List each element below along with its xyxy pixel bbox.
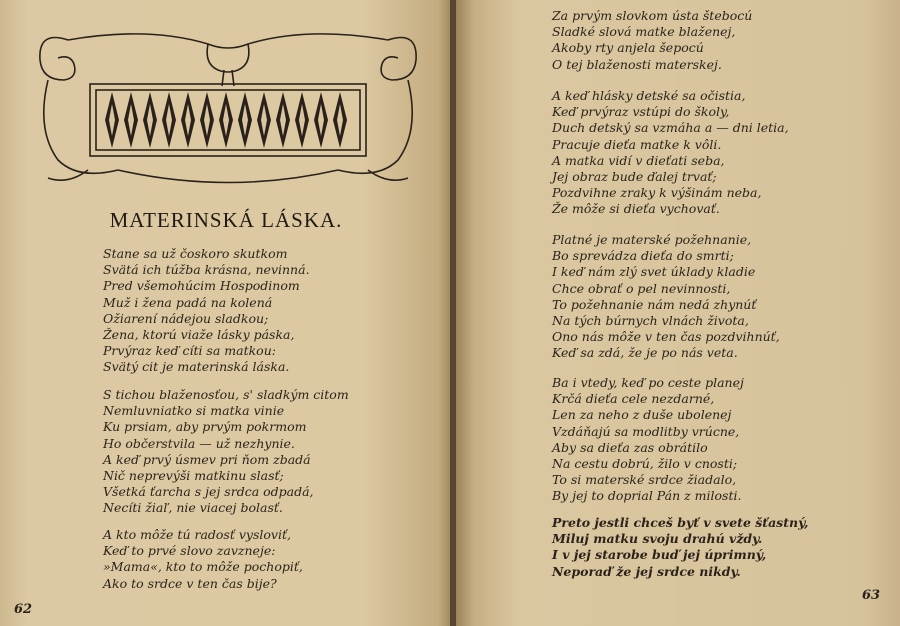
poem-line: Svätý cit je materinská láska.	[103, 359, 290, 375]
poem-line: Na tých búrnych vlnách života,	[552, 313, 749, 329]
poem-line: Aby sa dieťa zas obrátilo	[552, 439, 708, 455]
poem-line: A keď prvý úsmev pri ňom zbadá	[103, 451, 311, 467]
poem-line: Stane sa už čoskoro skutkom	[103, 246, 288, 261]
poem-line: To si materské srdce žiadalo,	[552, 472, 737, 488]
poem-line: Jej obraz bude ďalej trvať;	[552, 169, 717, 185]
poem-line: Na cestu dobrú, žilo v cnosti;	[552, 456, 738, 472]
poem-line: Keď sa zdá, že je po nás veta.	[552, 345, 738, 361]
poem-line: Chce obrať o pel nevinnosti,	[552, 280, 731, 296]
poem-line: Ožiarení nádejou sladkou;	[103, 310, 269, 326]
poem-line: Že môže si dieťa vychovať.	[552, 201, 720, 217]
poem-line: Všetká ťarcha s jej srdca odpadá,	[103, 484, 314, 500]
poem-line: Prvýraz keď cíti sa matkou:	[103, 343, 276, 359]
poem-stanza	[552, 88, 789, 218]
poem-line: Ako to srdce v ten čas bije?	[103, 575, 277, 591]
poem-line: Platné je materské požehnanie,	[552, 232, 752, 247]
poem-line: Žena, ktorú viaže lásky páska,	[103, 327, 295, 343]
poem-stanza	[103, 527, 303, 592]
poem-line: I v jej starobe buď jej úprimný,	[552, 547, 767, 563]
poem-line: Svätá ich túžba krásna, nevinná.	[103, 262, 310, 278]
poem-line: Bo sprevádza dieťa do smrti;	[552, 248, 734, 264]
page-number: 62	[14, 602, 33, 617]
poem-line: Neporaď že jej srdce nikdy.	[552, 563, 741, 579]
poem-stanza	[552, 515, 809, 580]
decorative-header-ornament	[28, 20, 428, 185]
poem-line: Vzdáňajú sa modlitby vrúcne,	[552, 423, 740, 439]
poem-line: Ba i vtedy, keď po ceste planej	[552, 375, 744, 390]
poem-line: Akoby rty anjela šepocú	[552, 40, 704, 56]
poem-line: Keď prvýraz vstúpi do školy,	[552, 104, 730, 120]
poem-line: By jej to doprial Pán z milosti.	[552, 488, 742, 504]
poem-line: A kto môže tú radosť vysloviť,	[103, 527, 291, 542]
poem-line: Za prvým slovkom ústa štebocú	[552, 8, 753, 23]
poem-line: »Mama«, kto to môže pochopiť,	[103, 559, 303, 575]
poem-line: I keď nám zlý svet úklady kladie	[552, 264, 756, 280]
poem-line: Ono nás môže v ten čas pozdvihnúť,	[552, 329, 780, 345]
poem-stanza	[552, 375, 744, 505]
poem-stanza	[103, 387, 349, 517]
poem-line: Nemluvniatko si matka vinie	[103, 403, 285, 419]
poem-line: Pracuje dieťa matke k vôli.	[552, 136, 722, 152]
poem-line: Pozdvihne zraky k výšinám neba,	[552, 185, 762, 201]
right-page	[456, 0, 900, 626]
poem-line: Sladké slová matke blaženej,	[552, 24, 736, 40]
poem-line: Preto jestli chceš byť v svete šťastný,	[552, 515, 809, 530]
poem-line: Muž i žena padá na kolená	[103, 294, 273, 310]
poem-line: A matka vidí v dieťati seba,	[552, 152, 725, 168]
poem-line: Len za neho z duše ubolenej	[552, 407, 732, 423]
poem-line: Keď to prvé slovo zavzneje:	[103, 543, 276, 559]
poem-line: Ku prsiam, aby prvým pokrmom	[103, 419, 307, 435]
poem-line: O tej blaženosti materskej.	[552, 56, 722, 72]
poem-stanza	[552, 232, 780, 362]
poem-line: Necíti žiaľ, nie viacej bolasť.	[103, 500, 283, 516]
poem-line: Pred všemohúcim Hospodinom	[103, 278, 300, 294]
page-number: 63	[862, 588, 881, 603]
poem-stanza	[103, 246, 310, 376]
poem-title: MATERINSKÁ LÁSKA.	[109, 208, 343, 232]
poem-line: Nič neprevýši matkinu slasť;	[103, 468, 284, 484]
poem-line: Miluj matku svoju drahú vždy.	[552, 531, 763, 547]
poem-line: Duch detský sa vzmáha a — dni letia,	[552, 120, 789, 136]
poem-line: A keď hlásky detské sa očistia,	[552, 88, 746, 103]
poem-line: S tichou blaženosťou, s' sladkým citom	[103, 387, 349, 402]
poem-line: Krčá dieťa cele nezdarné,	[552, 391, 715, 407]
poem-line: Ho občerstvila — už nezhynie.	[103, 435, 295, 451]
poem-stanza	[552, 8, 752, 73]
poem-line: To požehnanie nám nedá zhynúť	[552, 296, 757, 312]
